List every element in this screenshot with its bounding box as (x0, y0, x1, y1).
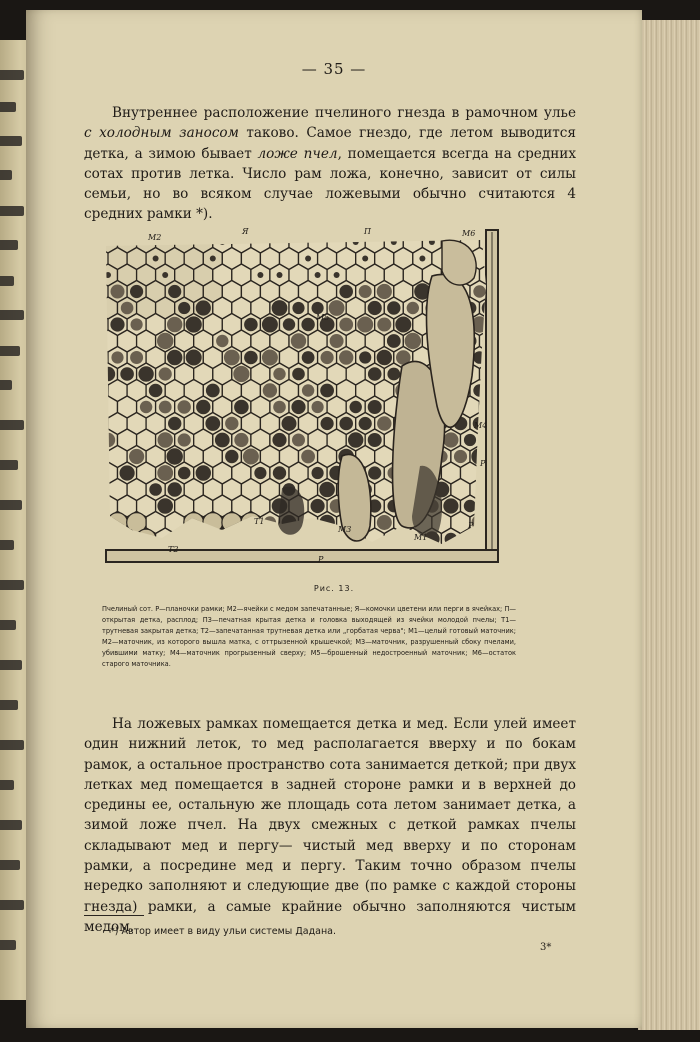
label-p: П (364, 227, 371, 236)
figure-legend: Пчелиный сот. Р—планочки рамки; М2—ячейки с медом запечатанные; Я—комочки цветени или перги в ячейках; П—открытая детка, расплод; ПЗ—печатная крытая детка и головка выходящей из ячейки молодой пчелы; Т1—трутневая закрытая детка; Т2—запечатанная трутневая детка или „горбатая черва"; М1—целый готовый маточник; М2—маточник, из которого вышла матка, с оттрызенной крышечкой; М3—маточник, разрушенный сбоку пчелами, убившими матку; М4—маточник прогрызенный сверху; М5—брошенный недостроенный маточник; М6—остаток старого маточника. (102, 605, 516, 668)
brood-cell (149, 483, 162, 496)
brood-cell (131, 318, 143, 330)
honeycomb-figure (102, 226, 502, 568)
brood-cell (321, 417, 334, 430)
label-m3: М3 (338, 525, 352, 534)
label-m4: М4 (474, 421, 488, 430)
brood-cell (387, 334, 401, 348)
brood-cell (348, 432, 363, 447)
brood-cell (357, 317, 373, 333)
brood-cell (377, 350, 392, 365)
pollen-cell (419, 256, 425, 262)
pollen-cell (315, 272, 321, 278)
brood-cell (464, 500, 476, 512)
footnote-rule (84, 915, 144, 916)
footnote: *) Автор имеет в виду ульи системы Дадана. (110, 926, 337, 937)
brood-cell (263, 383, 277, 397)
brood-cell (368, 301, 382, 315)
label-m1: М1 (414, 533, 428, 542)
paragraph-1 (84, 103, 576, 225)
brood-cell (302, 351, 315, 364)
brood-cell (178, 400, 191, 413)
brood-cell (111, 285, 125, 299)
brood-cell (233, 366, 249, 382)
brood-cell (377, 515, 392, 530)
brood-cell (311, 499, 325, 513)
brood-cell (157, 498, 173, 514)
brood-cell (330, 334, 344, 348)
brood-cell (359, 417, 372, 430)
brood-cell (368, 433, 382, 447)
brood-cell (473, 285, 485, 297)
pollen-cell (210, 256, 216, 262)
brood-cell (110, 317, 124, 331)
brood-cell (292, 368, 305, 381)
honeycomb-illustration (102, 226, 502, 568)
brood-cell (140, 401, 152, 413)
brood-cell (377, 416, 391, 430)
brood-cell (216, 335, 228, 347)
signature-mark: 3* (540, 942, 552, 953)
brood-cell (464, 434, 476, 446)
brood-cell (244, 318, 258, 332)
pollen-cell (305, 256, 311, 262)
brood-cell (130, 285, 143, 298)
brood-cell (157, 333, 173, 349)
brood-cell (405, 333, 421, 349)
brood-cell (339, 318, 353, 332)
brood-cell (121, 302, 134, 315)
brood-cell (273, 466, 286, 479)
brood-cell (368, 367, 382, 381)
brood-cell (168, 285, 181, 298)
brood-cell (407, 302, 419, 314)
pollen-cell (153, 256, 159, 262)
brood-cell (178, 302, 190, 314)
label-ya: Я (242, 227, 249, 236)
brood-cell (273, 401, 286, 414)
brood-cell (359, 351, 371, 363)
brood-cell (196, 465, 211, 480)
brood-cell (254, 467, 266, 479)
brood-cell (262, 350, 278, 366)
brood-cell (120, 465, 135, 480)
brood-cell (234, 433, 248, 447)
brood-cell (215, 433, 230, 448)
brood-cell (301, 450, 315, 464)
brood-cell (368, 466, 381, 479)
label-m5: М5 (316, 313, 330, 322)
brood-cell (368, 400, 382, 414)
italic-term: с холодным заносом (84, 125, 239, 142)
brood-cell (339, 417, 353, 431)
brood-cell (167, 317, 182, 332)
pollen-cell (334, 272, 340, 278)
brood-cell (130, 351, 143, 364)
brood-cell (292, 434, 305, 447)
brood-cell (395, 317, 411, 333)
brood-cell (244, 351, 258, 365)
label-m2: М2 (148, 233, 162, 242)
brood-cell (243, 449, 259, 465)
brood-cell (273, 368, 285, 380)
brood-cell (312, 401, 324, 413)
brood-cell (291, 400, 305, 414)
brood-cell (302, 384, 314, 396)
brood-cell (329, 300, 345, 316)
brood-cell (282, 416, 297, 431)
brood-cell (301, 318, 314, 331)
brood-cell (272, 300, 288, 316)
brood-cell (178, 433, 191, 446)
brood-cell (262, 317, 278, 333)
brood-cell (167, 350, 182, 365)
brood-cell (225, 450, 238, 463)
pollen-cell (257, 272, 263, 278)
brood-cell (312, 467, 324, 479)
brood-cell (339, 285, 353, 299)
brood-cell (159, 401, 172, 414)
brood-cell (224, 350, 240, 366)
paragraph-2: На ложевых рамках помещается детка и мед. Если улей имеет один нижний леток, то мед располагается вверху и по бокам рамок, а остальное пространство сота занимается деткой; при двух летках мед помещается в задней стороне рамки и в верхней до средины ее, остальную же площадь сота летом занимает детка, а зимой ложе пчел. На двух смежных с деткой рамках пчелы складывают мед и пергу— чистый мед вверху и по сторонам рамки, а посредине мед и пергу. Таким точно образом пчелы нередко заполняют и следующие две (по рамке с каждой стороны гнезда) рамки, а самые крайние обычно заполняются чистым медом. (84, 716, 576, 935)
italic-term: ложе пчел (257, 145, 338, 162)
brood-cell (339, 350, 353, 364)
label-t1: Т1 (254, 517, 265, 526)
brood-cell (387, 301, 400, 314)
text-run: , помещается всегда на средних сотах против летка. Число рам ложа, конечно, зависит от силы семьи, но во всяком случае ложевыми обычно считаются 4 средних рамки *). (84, 145, 576, 223)
book-page (26, 10, 642, 1028)
brood-cell (443, 498, 458, 513)
brood-cell (206, 384, 220, 398)
brood-cell (454, 450, 467, 463)
brood-cell (149, 384, 163, 398)
brood-cell (283, 318, 295, 330)
brood-cell (157, 465, 173, 481)
label-m6: М6 (462, 229, 476, 238)
brood-cell (234, 400, 249, 415)
brood-cell (319, 482, 335, 498)
brood-cell (167, 448, 183, 464)
brood-cell (129, 449, 144, 464)
brood-cell (377, 318, 391, 332)
brood-cell (350, 401, 362, 413)
brood-cell (168, 417, 181, 430)
brood-cell (186, 316, 202, 332)
pollen-cell (362, 256, 368, 262)
label-r-corner: Р (468, 521, 474, 530)
brood-cell (359, 285, 372, 298)
brood-cell (292, 302, 304, 314)
brood-cell (168, 482, 182, 496)
brood-cell (291, 333, 306, 348)
brood-cell (387, 368, 400, 381)
brood-cell (320, 384, 334, 398)
brood-cell (272, 433, 286, 447)
brood-cell (111, 351, 123, 363)
book-page-edges (638, 20, 700, 1030)
brood-cell (321, 351, 334, 364)
brood-cell (196, 400, 210, 414)
brood-cell (443, 432, 458, 447)
brood-cell (205, 416, 220, 431)
label-r-right: Р (480, 459, 486, 468)
label-t2: Т2 (168, 545, 179, 554)
brood-cell (120, 367, 134, 381)
label-r-bottom: Р (318, 555, 324, 564)
brood-cell (196, 300, 211, 315)
text-run: таково. Самое гнездо, где летом выводится детка, а зимою бывает (84, 125, 576, 162)
brood-cell (225, 417, 238, 430)
brood-cell (377, 284, 392, 299)
page-number: — 35 — (301, 60, 367, 78)
pollen-cell (277, 272, 283, 278)
pollen-cell (162, 272, 168, 278)
brood-cell (186, 350, 202, 366)
brood-cell (138, 366, 153, 381)
brood-cell (178, 467, 191, 480)
text-run: Внутреннее расположение пчелиного гнезда в рамочном улье (112, 105, 576, 121)
brood-cell (158, 432, 173, 447)
figure-title: Рис. 13. (313, 584, 355, 593)
brood-cell (159, 367, 172, 380)
